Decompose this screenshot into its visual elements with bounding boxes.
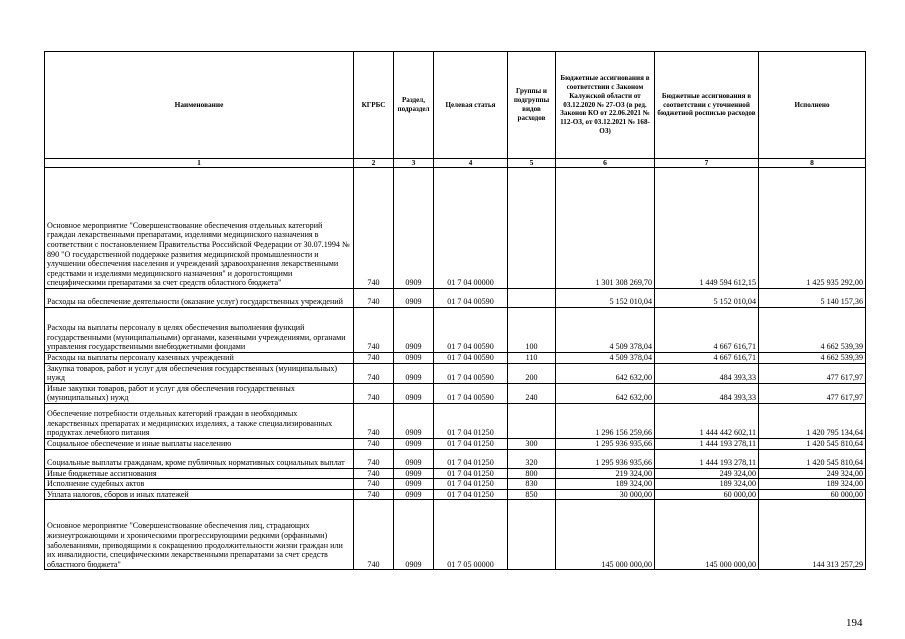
cell-plan-amount: 484 393,33 — [655, 383, 759, 403]
cell-section: 0909 — [394, 479, 434, 490]
header-group: Группы и подгруппы видов расходов — [508, 52, 556, 159]
cell-plan-amount: 1 449 594 612,15 — [655, 168, 759, 289]
header-section: Раздел, подраздел — [394, 52, 434, 159]
cell-group — [508, 500, 556, 570]
table-row — [45, 383, 866, 403]
table-body — [45, 168, 866, 570]
cell-executed-amount: 477 617,97 — [759, 363, 866, 383]
cell-name: Иные бюджетные ассигнования — [45, 468, 354, 479]
cell-group: 850 — [508, 489, 556, 500]
cell-kgrbs: 740 — [354, 489, 394, 500]
table-row — [45, 468, 866, 479]
table-row — [45, 353, 866, 364]
cell-name: Закупка товаров, работ и услуг для обеспечения государственных (муниципальных) нужд — [45, 363, 354, 383]
cell-kgrbs: 740 — [354, 383, 394, 403]
cell-name: Основное мероприятие "Совершенствование обеспечения лиц, страдающих жизнеугрожающими и хроническими прогрессирующими редкими (орфанными) заболеваниями, приводящими к сокращению продолжительности жизни граждан или их инвалидности, специфическими лекарственными препаратами за счет средств областного бюджета" — [45, 500, 354, 570]
cell-group: 830 — [508, 479, 556, 490]
header-done: Исполнено — [759, 52, 866, 159]
cell-executed-amount: 1 425 935 292,00 — [759, 168, 866, 289]
cell-law-amount: 189 324,00 — [556, 479, 655, 490]
cell-plan-amount: 60 000,00 — [655, 489, 759, 500]
table-row — [45, 489, 866, 500]
cell-section: 0909 — [394, 168, 434, 289]
cell-law-amount: 1 296 156 259,66 — [556, 403, 655, 438]
cell-group — [508, 168, 556, 289]
column-number: 1 — [45, 159, 354, 168]
cell-target: 01 7 04 01250 — [434, 438, 508, 449]
cell-section: 0909 — [394, 468, 434, 479]
cell-group: 320 — [508, 449, 556, 468]
table-row — [45, 308, 866, 353]
column-number: 5 — [508, 159, 556, 168]
cell-group — [508, 289, 556, 308]
cell-law-amount: 219 324,00 — [556, 468, 655, 479]
cell-section: 0909 — [394, 500, 434, 570]
cell-kgrbs: 740 — [354, 449, 394, 468]
header-kgrbs: КГРБС — [354, 52, 394, 159]
column-number-row — [45, 159, 866, 168]
cell-name: Исполнение судебных актов — [45, 479, 354, 490]
cell-kgrbs: 740 — [354, 308, 394, 353]
cell-plan-amount: 5 152 010,04 — [655, 289, 759, 308]
cell-group: 300 — [508, 438, 556, 449]
column-number: 8 — [759, 159, 866, 168]
cell-group: 240 — [508, 383, 556, 403]
table-row — [45, 363, 866, 383]
cell-kgrbs: 740 — [354, 353, 394, 364]
cell-name: Иные закупки товаров, работ и услуг для обеспечения государственных (муниципальных) нужд — [45, 383, 354, 403]
cell-kgrbs: 740 — [354, 438, 394, 449]
cell-law-amount: 145 000 000,00 — [556, 500, 655, 570]
cell-executed-amount: 4 662 539,39 — [759, 308, 866, 353]
cell-name: Расходы на обеспечение деятельности (оказание услуг) государственных учреждений — [45, 289, 354, 308]
cell-section: 0909 — [394, 383, 434, 403]
table-row — [45, 449, 866, 468]
cell-section: 0909 — [394, 308, 434, 353]
cell-target: 01 7 04 01250 — [434, 468, 508, 479]
cell-executed-amount: 249 324,00 — [759, 468, 866, 479]
cell-section: 0909 — [394, 449, 434, 468]
cell-kgrbs: 740 — [354, 479, 394, 490]
cell-plan-amount: 4 667 616,71 — [655, 353, 759, 364]
cell-name: Уплата налогов, сборов и иных платежей — [45, 489, 354, 500]
cell-kgrbs: 740 — [354, 168, 394, 289]
cell-target: 01 7 04 00590 — [434, 289, 508, 308]
cell-executed-amount: 5 140 157,36 — [759, 289, 866, 308]
column-number: 2 — [354, 159, 394, 168]
cell-target: 01 7 04 01250 — [434, 479, 508, 490]
cell-plan-amount: 4 667 616,71 — [655, 308, 759, 353]
table-row — [45, 168, 866, 289]
cell-plan-amount: 145 000 000,00 — [655, 500, 759, 570]
cell-plan-amount: 249 324,00 — [655, 468, 759, 479]
table-row — [45, 500, 866, 570]
table-row — [45, 289, 866, 308]
cell-kgrbs: 740 — [354, 468, 394, 479]
cell-executed-amount: 60 000,00 — [759, 489, 866, 500]
cell-law-amount: 5 152 010,04 — [556, 289, 655, 308]
cell-target: 01 7 04 00590 — [434, 363, 508, 383]
cell-law-amount: 1 295 936 935,66 — [556, 438, 655, 449]
cell-section: 0909 — [394, 489, 434, 500]
column-number: 7 — [655, 159, 759, 168]
budget-table — [44, 51, 866, 570]
cell-law-amount: 642 632,00 — [556, 363, 655, 383]
page-number: 194 — [846, 617, 863, 629]
table-row — [45, 403, 866, 438]
cell-plan-amount: 189 324,00 — [655, 479, 759, 490]
cell-section: 0909 — [394, 438, 434, 449]
cell-executed-amount: 189 324,00 — [759, 479, 866, 490]
cell-law-amount: 30 000,00 — [556, 489, 655, 500]
cell-kgrbs: 740 — [354, 363, 394, 383]
cell-kgrbs: 740 — [354, 500, 394, 570]
cell-name: Социальное обеспечение и иные выплаты населению — [45, 438, 354, 449]
table-row — [45, 438, 866, 449]
cell-target: 01 7 04 00590 — [434, 353, 508, 364]
cell-plan-amount: 1 444 193 278,11 — [655, 449, 759, 468]
header-row — [45, 52, 866, 159]
cell-target: 01 7 04 01250 — [434, 403, 508, 438]
cell-target: 01 7 04 00000 — [434, 168, 508, 289]
cell-name: Расходы на выплаты персоналу казенных учреждений — [45, 353, 354, 364]
cell-name: Расходы на выплаты персоналу в целях обеспечения выполнения функций государственными (муниципальными) органами, казенными учреждениями, органами управления государственными внебюджетными фондами — [45, 308, 354, 353]
cell-group: 110 — [508, 353, 556, 364]
cell-plan-amount: 484 393,33 — [655, 363, 759, 383]
cell-law-amount: 4 509 378,04 — [556, 353, 655, 364]
cell-executed-amount: 1 420 545 810,64 — [759, 449, 866, 468]
column-number: 4 — [434, 159, 508, 168]
cell-name: Социальные выплаты гражданам, кроме публичных нормативных социальных выплат — [45, 449, 354, 468]
table-row — [45, 479, 866, 490]
cell-target: 01 7 04 00590 — [434, 383, 508, 403]
cell-target: 01 7 04 01250 — [434, 489, 508, 500]
cell-kgrbs: 740 — [354, 289, 394, 308]
cell-name: Обеспечение потребности отдельных категорий граждан в необходимых лекарственных препаратах и медицинских изделиях, а также специализированных продуктах лечебного питания — [45, 403, 354, 438]
cell-law-amount: 4 509 378,04 — [556, 308, 655, 353]
cell-executed-amount: 477 617,97 — [759, 383, 866, 403]
column-number: 3 — [394, 159, 434, 168]
header-plan: Бюджетные ассигнования в соответствии с уточненной бюджетной росписью расходов — [655, 52, 759, 159]
cell-section: 0909 — [394, 289, 434, 308]
cell-law-amount: 1 301 308 269,70 — [556, 168, 655, 289]
header-law: Бюджетные ассигнования в соответствии с Законом Калужской области от 03.12.2020 № 27-ОЗ (в ред. Законов КО от 22.06.2021 № 112-ОЗ, от 03.12.2021 № 168-ОЗ) — [556, 52, 655, 159]
cell-law-amount: 642 632,00 — [556, 383, 655, 403]
cell-plan-amount: 1 444 193 278,11 — [655, 438, 759, 449]
cell-executed-amount: 4 662 539,39 — [759, 353, 866, 364]
cell-group: 800 — [508, 468, 556, 479]
cell-name: Основное мероприятие "Совершенствование обеспечения отдельных категорий граждан лекарственными препаратами, изделиями медицинского назначения в соответствии с постановлением Правительства Российской Федерации от 30.07.1994 № 890 "О государственной поддержке развития медицинской промышленности и улучшении обеспечения населения и учреждений здравоохранения лекарственными средствами и изделиями медицинского назначения" и дорогостоящими специфическими препаратами за счет средств областного бюджета" — [45, 168, 354, 289]
cell-group: 200 — [508, 363, 556, 383]
cell-executed-amount: 1 420 795 134,64 — [759, 403, 866, 438]
cell-section: 0909 — [394, 353, 434, 364]
cell-target: 01 7 04 01250 — [434, 449, 508, 468]
header-target: Целевая статья — [434, 52, 508, 159]
cell-section: 0909 — [394, 363, 434, 383]
cell-executed-amount: 144 313 257,29 — [759, 500, 866, 570]
header-name: Наименование — [45, 52, 354, 159]
cell-plan-amount: 1 444 442 602,11 — [655, 403, 759, 438]
cell-executed-amount: 1 420 545 810,64 — [759, 438, 866, 449]
cell-kgrbs: 740 — [354, 403, 394, 438]
cell-section: 0909 — [394, 403, 434, 438]
cell-group: 100 — [508, 308, 556, 353]
cell-law-amount: 1 295 936 935,66 — [556, 449, 655, 468]
column-number: 6 — [556, 159, 655, 168]
cell-target: 01 7 05 00000 — [434, 500, 508, 570]
cell-target: 01 7 04 00590 — [434, 308, 508, 353]
cell-group — [508, 403, 556, 438]
